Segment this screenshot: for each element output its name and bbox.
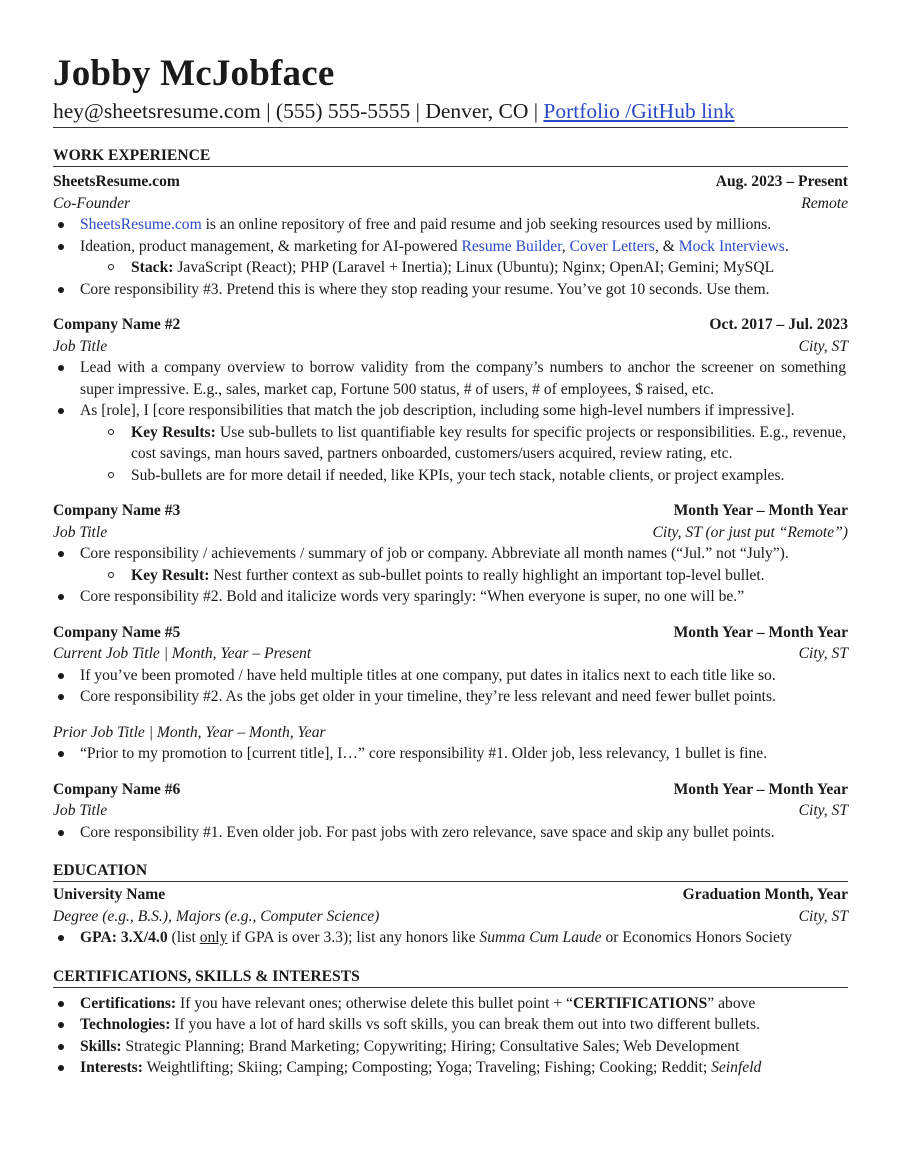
- job-title: Co-Founder: [53, 194, 131, 212]
- bullet-item: [53, 543, 846, 586]
- job-title: Job Title: [53, 802, 108, 819]
- bullet-list: [53, 993, 848, 1079]
- sub-bullet-text: Nest further context as sub-bullet points to really highlight an important top-level bullet.: [209, 566, 765, 584]
- bullet-text: , &: [654, 237, 679, 255]
- portfolio-link[interactable]: Portfolio /GitHub link: [543, 99, 735, 123]
- gpa-label: GPA: 3.X/4.0: [80, 929, 168, 946]
- job-entry: [53, 500, 848, 608]
- school-name: University Name: [53, 886, 166, 903]
- mock-interviews-link[interactable]: Mock Interviews: [678, 237, 785, 255]
- bullet-item: [53, 1014, 846, 1036]
- job-header: [53, 779, 848, 801]
- bullet-text: CERTIFICATIONS: [572, 994, 708, 1012]
- sub-bullet-text: JavaScript (React); PHP (Laravel + Inertia); Linux (Ubuntu); Nginx; OpenAI; Gemini; MySQL: [173, 259, 775, 276]
- bullet-item: If you’ve been promoted / have held multiple titles at one company, put dates in italics next to each title like so.: [53, 665, 846, 687]
- bullet-item: [53, 993, 846, 1015]
- job-header: [53, 314, 848, 336]
- job-header: [53, 622, 848, 644]
- bullet-text: Ideation, product management, & marketing for AI-powered: [80, 237, 462, 255]
- job-header: [53, 500, 848, 522]
- section-work-experience: WORK EXPERIENCE: [53, 146, 848, 167]
- company-name: Company Name #2: [53, 316, 181, 333]
- bullet-text: If you have a lot of hard skills vs soft skills, you can break them out into two different bullets.: [170, 1016, 760, 1033]
- bullet-item: Core responsibility #3. Pretend this is where they stop reading your resume. You’ve got 10 seconds. Use them.: [53, 279, 846, 301]
- bullet-item: [53, 1036, 846, 1058]
- job-subheader: [53, 193, 848, 215]
- job-dates: Month Year – Month Year: [673, 623, 848, 641]
- education-subheader: [53, 906, 848, 928]
- company-name: Company Name #6: [53, 780, 181, 798]
- job-entry: [53, 171, 848, 300]
- sheetsresume-link[interactable]: SheetsResume.com: [80, 216, 202, 233]
- job-header: [53, 171, 848, 193]
- sub-bullet-list: [80, 565, 846, 587]
- sub-bullet-list: [80, 257, 846, 279]
- bullet-text: (list: [167, 929, 200, 946]
- bullet-text: only: [199, 929, 228, 946]
- resume-builder-link[interactable]: Resume Builder: [461, 237, 562, 255]
- sub-bullet-text: Use sub-bullets to list quantifiable key results for specific projects or responsibilities. E.g., revenue, cost savings, man hours saved, partners onboarded, customers/users acquired, review rating, etc.: [131, 423, 846, 462]
- sub-bullet-item: [53, 565, 846, 587]
- bullet-list: [53, 927, 848, 949]
- sub-bullet-list: [80, 422, 846, 487]
- bullet-item: [53, 214, 846, 236]
- bullet-text: If you have relevant ones; otherwise delete this bullet point + “: [176, 994, 573, 1012]
- bullet-text: ,: [561, 237, 570, 255]
- job-dates: Month Year – Month Year: [673, 502, 848, 519]
- company-name: Company Name #5: [53, 623, 181, 641]
- bullet-text: if GPA is over 3.3); list any honors like: [227, 929, 480, 946]
- job-entry: [53, 314, 848, 486]
- bullet-text: Seinfeld: [711, 1059, 762, 1076]
- job-location: City, ST: [798, 337, 848, 355]
- job-entry: [53, 779, 848, 844]
- candidate-name: Jobby McJobface: [53, 53, 335, 94]
- bullet-list: [53, 822, 848, 844]
- job-location: Remote: [801, 194, 848, 212]
- bullet-item: Core responsibility #2. As the jobs get older in your timeline, they’re less relevant and need fewer bullet points.: [53, 686, 846, 708]
- sub-bullet-label: Key Result:: [131, 566, 210, 584]
- school-location: City, ST: [798, 907, 848, 925]
- education-entry: [53, 884, 848, 949]
- job-subheader: [53, 643, 848, 665]
- bullet-item: Core responsibility #1. Even older job. For past jobs with zero relevance, save space and skip any bullet points.: [53, 822, 846, 844]
- job-location: City, ST: [798, 802, 848, 819]
- job-subheader: [53, 522, 848, 544]
- job-dates: Aug. 2023 – Present: [715, 173, 848, 190]
- contact-line: [53, 97, 848, 128]
- education-header: [53, 884, 848, 906]
- graduation-date: Graduation Month, Year: [682, 886, 848, 903]
- section-certifications-skills: CERTIFICATIONS, SKILLS & INTERESTS: [53, 967, 848, 988]
- bullet-text: is an online repository of free and paid resume and job seeking resources used by millions.: [201, 216, 772, 233]
- job-subheader: [53, 800, 848, 822]
- job-title: Current Job Title | Month, Year – Present: [53, 645, 312, 662]
- sub-bullet-item: Sub-bullets are for more detail if needed, like KPIs, your tech stack, notable clients, or project examples.: [53, 465, 846, 487]
- bullet-text: Strategic Planning; Brand Marketing; Copywriting; Hiring; Consultative Sales; Web Development: [121, 1037, 740, 1055]
- prior-job-title: Prior Job Title | Month, Year – Month, Year: [53, 723, 326, 741]
- degree: Degree (e.g., B.S.), Majors (e.g., Computer Science): [53, 907, 380, 925]
- bullet-item: [53, 400, 846, 486]
- bullet-text: .: [784, 237, 789, 255]
- bullet-text: Core responsibility / achievements / summary of job or company. Abbreviate all month names (“Jul.” not “July”).: [80, 545, 789, 562]
- job-title: Job Title: [53, 337, 108, 355]
- cover-letters-link[interactable]: Cover Letters: [569, 237, 655, 255]
- bullet-item: [53, 1057, 846, 1079]
- bullet-item: [53, 236, 846, 279]
- bullet-text: Summa Cum Laude: [479, 929, 602, 946]
- job-entry: [53, 622, 848, 765]
- bullet-item: [53, 927, 846, 949]
- bullet-text: ” above: [707, 994, 756, 1012]
- job-dates: Month Year – Month Year: [673, 780, 848, 798]
- bullet-text: As [role], I [core responsibilities that match the job description, including some high-level numbers if impressive].: [80, 402, 795, 419]
- bullet-list: [53, 665, 848, 708]
- bullet-item: “Prior to my promotion to [current title], I…” core responsibility #1. Older job, less relevancy, 1 bullet is fine.: [53, 743, 846, 765]
- job-location: City, ST: [798, 645, 848, 662]
- bullet-text: or Economics Honors Society: [601, 929, 793, 946]
- sub-bullet-item: [53, 422, 846, 465]
- bullet-list: [53, 214, 848, 300]
- sub-bullet-label: Key Results:: [131, 423, 216, 441]
- bullet-item: Core responsibility #2. Bold and italicize words very sparingly: “When everyone is super, no one will be.”: [53, 586, 846, 608]
- bullet-list: [53, 743, 848, 765]
- sub-bullet-label: Stack:: [131, 259, 174, 276]
- job-dates: Oct. 2017 – Jul. 2023: [709, 316, 848, 333]
- contact-details: hey@sheetsresume.com | (555) 555-5555 | Denver, CO |: [53, 99, 544, 123]
- company-name: Company Name #3: [53, 502, 181, 519]
- job-location: City, ST (or just put “Remote”): [652, 523, 848, 541]
- bullet-list: [53, 357, 848, 486]
- bullet-label: Skills:: [80, 1037, 122, 1055]
- job-subheader: [53, 336, 848, 358]
- bullet-item: Lead with a company overview to borrow validity from the company’s numbers to anchor the screener on something super impressive. E.g., sales, market cap, Fortune 500 status, # of users, # of employees, $ raised, etc.: [53, 357, 846, 400]
- bullet-list: [53, 543, 848, 608]
- sub-bullet-item: [53, 257, 846, 279]
- job-title: Job Title: [53, 523, 108, 541]
- company-name: SheetsResume.com: [53, 173, 180, 190]
- bullet-text: Weightlifting; Skiing; Camping; Composting; Yoga; Traveling; Fishing; Cooking; Reddit;: [142, 1059, 712, 1076]
- section-education: EDUCATION: [53, 861, 848, 882]
- bullet-label: Technologies:: [80, 1016, 171, 1033]
- bullet-label: Certifications:: [80, 994, 177, 1012]
- bullet-label: Interests:: [80, 1059, 143, 1076]
